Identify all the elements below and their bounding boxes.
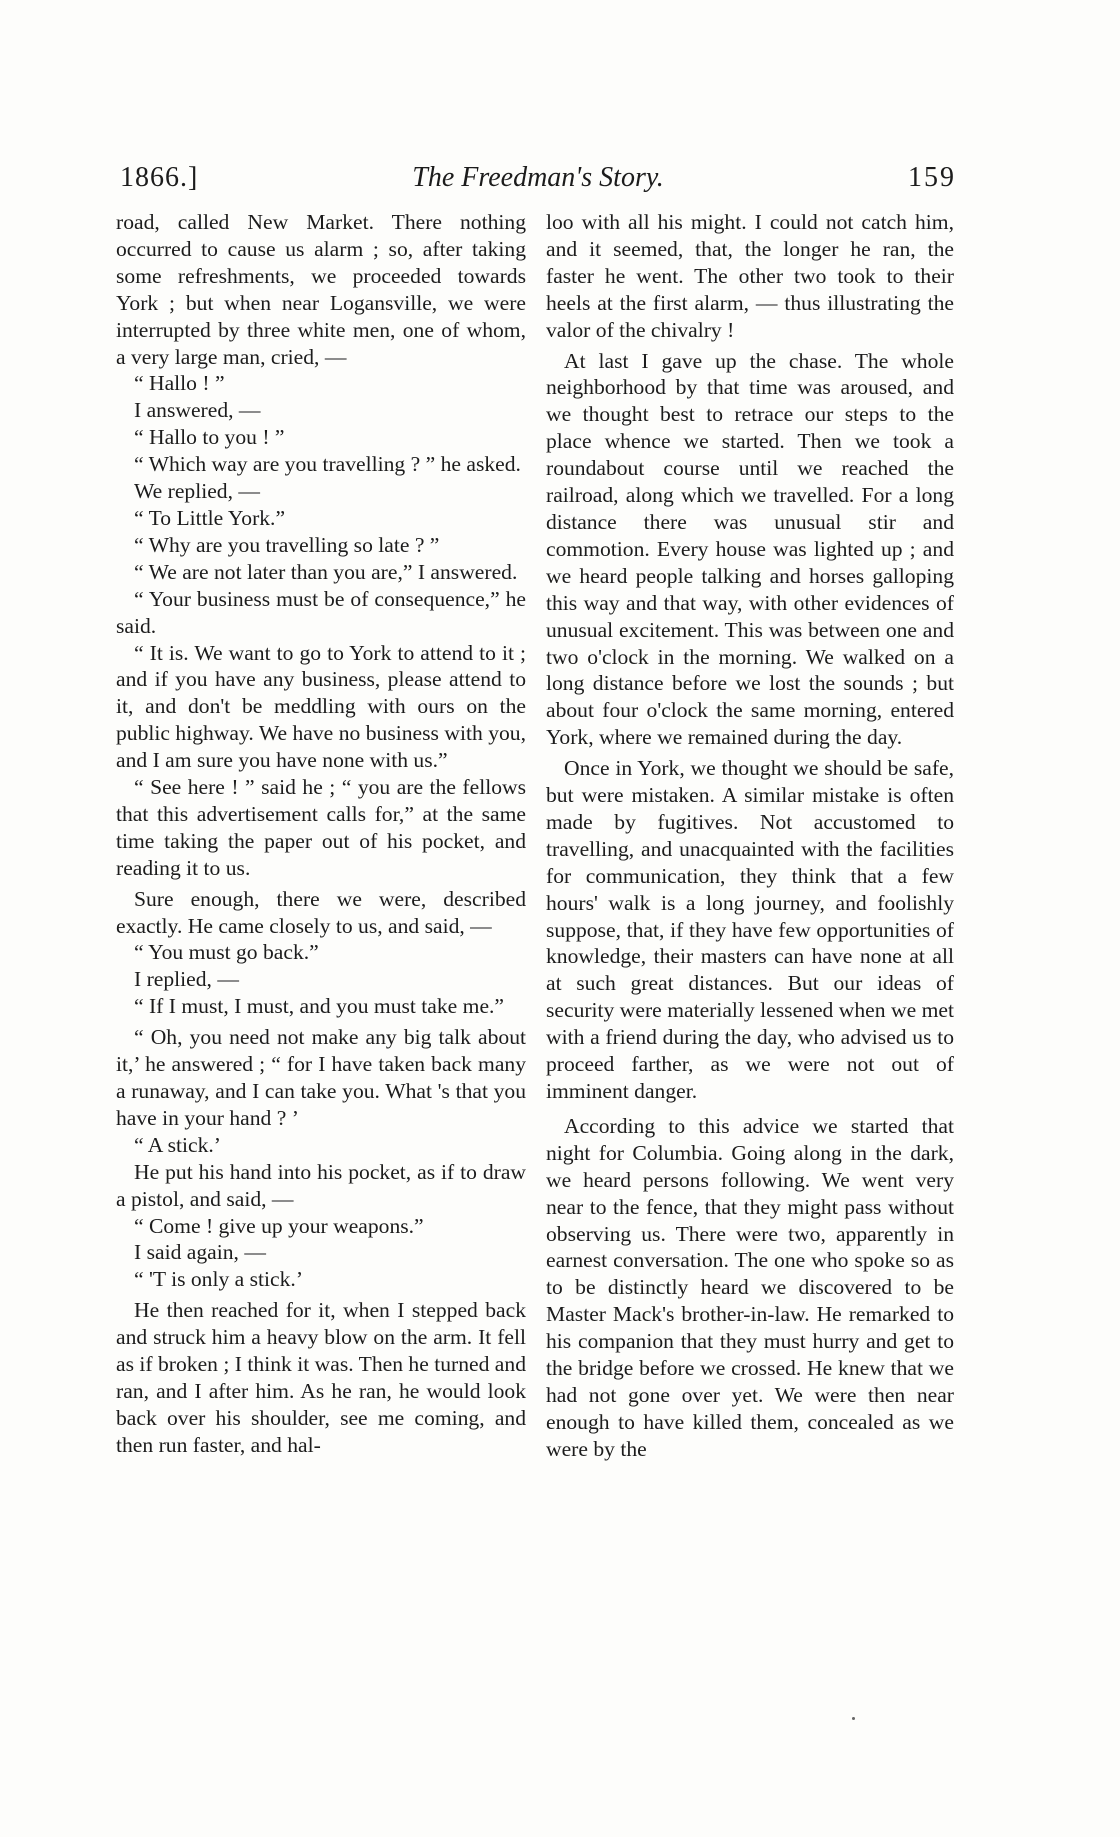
- paragraph: He then reached for it, when I stepped back and struck him a heavy blow on the arm. It fell as if broken ; I think it was. Then he turned and ran, and I after him. As he ran, he would look back over his shoulder, see me coming, and then run faster, and hal-: [116, 1298, 526, 1457]
- paragraph: “ Hallo to you ! ”: [134, 425, 285, 450]
- paragraph: Once in York, we thought we should be safe, but were mistaken. A similar mistake is often made by fugitives. Not accustomed to travelling, and unacquainted with the facilities for communication, they think that a few hours' walk is a long journey, and foolishly suppose, that, if they have few opportunities of knowledge, their masters can have none at all at such great distances. But our ideas of security were materially lessened when we met with a friend during the day, who advised us to proceed farther, as we were not out of imminent danger.: [546, 756, 954, 1103]
- paragraph: Sure enough, there we were, described exactly. He came closely to us, and said, —: [116, 886, 526, 938]
- paragraph: At last I gave up the chase. The whole neighborhood by that time was aroused, and we thought best to retrace our steps to the place whence we started. Then we took a roundabout course until we reached the railroad, along which we travelled. For a long distance there was unusual stir and commotion. Every house was lighted up ; and we heard people talking and horses galloping this way and that way, with other evidences of unusual excitement. This was between one and two o'clock in the morning. We walked on a long distance before we lost the sounds ; but about four o'clock the same morning, entered York, where we remained during the day.: [546, 348, 954, 750]
- paragraph: “ You must go back.”: [134, 940, 319, 965]
- paragraph: loo with all his might. I could not catch him, and it seemed, that, the longer he ran, the faster he went. The other two took to their heels at the first alarm, — thus illustrating the valor of the chivalry !: [546, 210, 954, 342]
- paragraph: We replied, —: [134, 479, 260, 504]
- paragraph: I answered, —: [134, 398, 261, 423]
- paragraph: “ If I must, I must, and you must take me.”: [134, 994, 505, 1019]
- paragraph: “ Your business must be of consequence,” he said.: [116, 586, 526, 638]
- running-header: [120, 158, 956, 198]
- header-title: The Freedman's Story.: [412, 162, 664, 193]
- paragraph: “ Why are you travelling so late ? ”: [134, 532, 440, 557]
- paragraph: road, called New Market. There nothing occurred to cause us alarm ; so, after taking some refreshments, we proceeded towards York ; but when near Logansville, we were interrupted by three white men, one of whom, a very large man, cried, —: [116, 210, 526, 369]
- paragraph: “ See here ! ” said he ; “ you are the fellows that this advertisement calls for,” at the same time taking the paper out of his pocket, and reading it to us.: [116, 775, 526, 880]
- paragraph: “ We are not later than you are,” I answered.: [134, 559, 518, 584]
- paragraph: “ Come ! give up your weapons.”: [134, 1213, 424, 1238]
- paragraph: I replied, —: [134, 967, 239, 992]
- paragraph: “ 'T is only a stick.’: [134, 1267, 304, 1292]
- paragraph: “ A stick.’: [134, 1132, 221, 1157]
- right-column: [546, 209, 954, 1689]
- paragraph: “ Hallo ! ”: [134, 371, 225, 396]
- paragraph: He put his hand into his pocket, as if to draw a pistol, and said, —: [116, 1159, 526, 1211]
- paragraph: I said again, —: [134, 1240, 266, 1265]
- header-year: 1866.]: [120, 162, 199, 193]
- paragraph: “ It is. We want to go to York to attend to it ; and if you have any business, please attend to it, and don't be meddling with ours on the public highway. We have no business with you, and I am sure you have none with us.”: [116, 640, 526, 773]
- paragraph: “ Which way are you travelling ? ” he asked.: [134, 452, 521, 477]
- left-column: [116, 209, 526, 1689]
- paragraph: “ To Little York.”: [134, 505, 286, 530]
- paragraph: “ Oh, you need not make any big talk about it,’ he answered ; “ for I have taken back many a runaway, and I can take you. What 's that you have in your hand ? ’: [116, 1025, 526, 1130]
- paragraph: According to this advice we started that night for Columbia. Going along in the dark, we heard persons following. We went very near to the fence, that they might pass without observing us. There were two, apparently in earnest conversation. The one who spoke so as to be distinctly heard we discovered to be Master Mack's brother-in-law. He remarked to his companion that they must hurry and get to the bridge before we crossed. He knew that we had not gone over yet. We were then near enough to have killed them, concealed as we were by the: [546, 1113, 954, 1461]
- page-number: 159: [908, 162, 956, 193]
- printer-mark: [852, 1717, 855, 1720]
